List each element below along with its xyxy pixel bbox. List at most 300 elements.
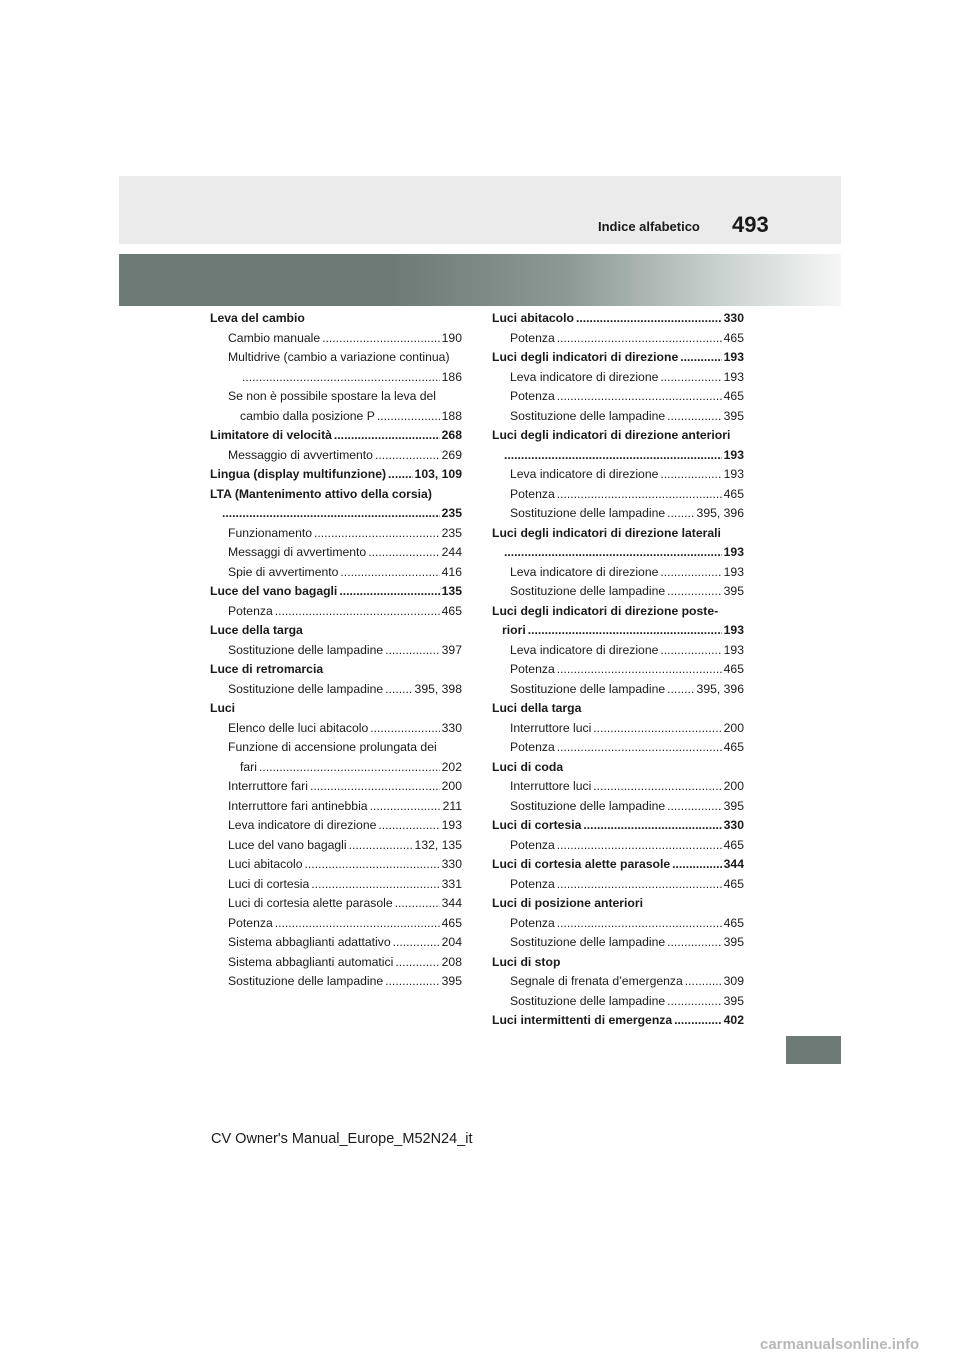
page-ref: 135: [441, 584, 462, 598]
index-subentry: [492, 875, 744, 895]
page-ref: 204: [441, 935, 462, 949]
entry-text: Segnale di frenata d’emergenza: [510, 974, 683, 988]
page-ref: 193: [723, 369, 744, 384]
entry-leader-row: [228, 972, 462, 992]
entry-text: LTA (Mantenimento attivo della corsia): [210, 486, 432, 501]
index-subentry: [210, 777, 462, 797]
section-title: Indice alfabetico: [598, 219, 700, 234]
index-subentry: [492, 660, 744, 680]
entry-text: Multidrive (cambio a variazione continua): [228, 350, 450, 364]
page-ref: 395: [723, 408, 744, 423]
index-entry: [210, 465, 462, 485]
index-subentry: [210, 329, 462, 349]
index-subentry: [210, 680, 462, 700]
index-entry: [492, 699, 744, 719]
dot-leader: [672, 855, 722, 875]
entry-leader-row: [492, 816, 744, 836]
index-subentry: [210, 602, 462, 622]
index-subentry: [210, 894, 462, 914]
index-subentry: [492, 563, 744, 583]
watermark: carmanualsonline.info: [760, 1336, 920, 1353]
entry-text: Luci abitacolo: [228, 857, 303, 871]
index-column-right: [492, 309, 744, 1031]
dot-leader: [368, 543, 439, 563]
page-ref: 465: [723, 330, 744, 345]
dot-leader: [667, 797, 722, 817]
entry-text-continued: riori: [502, 623, 526, 637]
entry-leader-row: [510, 563, 744, 583]
dot-leader: [557, 329, 722, 349]
dot-leader: [576, 309, 722, 329]
page-ref: 395: [441, 974, 462, 988]
entry-leader-row: [510, 582, 744, 602]
entry-text: Sostituzione delle lampadine: [228, 681, 384, 696]
entry-leader-row: [510, 914, 744, 934]
page-ref: 330: [441, 720, 462, 735]
index-entry: [210, 621, 462, 641]
dot-leader: [557, 738, 722, 758]
page-ref: 397: [441, 642, 462, 657]
entry-text: Potenza: [510, 876, 555, 891]
entry-leader-row: [510, 465, 744, 485]
entry-text: Potenza: [510, 662, 555, 676]
entry-text-continued: cambio dalla posizione P: [240, 408, 375, 423]
index-subentry: [492, 641, 744, 661]
dot-leader: [557, 485, 722, 505]
entry-text: Sostituzione delle lampadine: [228, 642, 384, 657]
page-ref: 269: [441, 447, 462, 462]
index-subentry: [210, 719, 462, 739]
dot-leader: [322, 329, 440, 349]
entry-leader-row: [228, 368, 462, 388]
page-ref: 465: [723, 740, 744, 754]
entry-text: Sostituzione delle lampadine: [510, 681, 666, 696]
entry-text: Potenza: [228, 915, 273, 930]
entry-leader-row: [510, 485, 744, 505]
page-ref: 344: [441, 896, 462, 910]
index-entry: [492, 524, 744, 563]
dot-leader: [340, 563, 439, 583]
dot-leader: [504, 446, 722, 466]
entry-leader-row: [510, 329, 744, 349]
dot-leader: [305, 855, 440, 875]
page-ref: 132, 135: [414, 837, 462, 852]
index-subentry: [210, 524, 462, 544]
entry-leader-row: [510, 680, 744, 700]
entry-text: Potenza: [510, 389, 555, 403]
dot-leader: [504, 543, 722, 563]
entry-text: Interruttore luci: [510, 720, 592, 735]
dot-leader: [557, 660, 722, 680]
entry-leader-row: [228, 543, 462, 563]
page-ref: 395: [723, 798, 744, 813]
page-ref: 244: [441, 545, 462, 559]
dot-leader: [275, 914, 440, 934]
page-ref: 235: [441, 525, 462, 540]
entry-leader-row: [228, 777, 462, 797]
entry-leader-row: [228, 758, 462, 778]
page-ref: 193: [441, 818, 462, 832]
index-subentry: [492, 836, 744, 856]
dot-leader: [339, 582, 439, 602]
entry-text: Potenza: [510, 740, 555, 754]
entry-text: Leva indicatore di direzione: [228, 818, 377, 832]
entry-leader-row: [492, 348, 744, 368]
entry-leader-row: [228, 855, 462, 875]
index-entry: [492, 953, 744, 973]
entry-leader-row: [228, 933, 462, 953]
dot-leader: [375, 446, 440, 466]
entry-leader-row: [510, 836, 744, 856]
index-subentry: [492, 465, 744, 485]
page-ref: 465: [441, 603, 462, 618]
dot-leader: [242, 368, 440, 388]
entry-text: Funzione di accensione prolungata dei: [228, 740, 437, 754]
page-ref: 330: [723, 311, 744, 325]
entry-leader-row: [210, 426, 462, 446]
page-ref: 268: [441, 428, 462, 442]
entry-leader-row: [228, 914, 462, 934]
index-subentry: [492, 972, 744, 992]
index-subentry: [492, 407, 744, 427]
entry-text: Luci di posizione anteriori: [492, 896, 644, 910]
page-ref: 186: [441, 369, 462, 384]
index-subentry: [210, 972, 462, 992]
index-subentry: [492, 914, 744, 934]
page-ref: 188: [441, 408, 462, 423]
entry-leader-row: [210, 582, 462, 602]
entry-leader-row: [492, 1011, 744, 1031]
dot-leader: [385, 972, 440, 992]
index-entry: [492, 855, 744, 875]
page-ref: 395, 396: [696, 506, 744, 520]
entry-text: Luci della targa: [492, 701, 582, 715]
entry-text-continued: fari: [240, 759, 257, 774]
entry-text: Interruttore fari antinebbia: [228, 798, 368, 813]
entry-text: Luci di cortesia alette parasole: [228, 896, 393, 910]
dot-leader: [685, 972, 722, 992]
page-ref: 395, 396: [696, 681, 744, 696]
entry-text: Luci: [210, 701, 236, 715]
dot-leader: [310, 777, 440, 797]
index-subentry: [210, 543, 462, 563]
index-subentry: [492, 777, 744, 797]
entry-leader-row: [228, 524, 462, 544]
entry-text: Luci di stop: [492, 954, 561, 969]
entry-leader-row: [228, 797, 462, 817]
index-subentry: [492, 485, 744, 505]
entry-text: Luci di cortesia: [228, 876, 310, 891]
page-ref: 200: [441, 779, 462, 793]
page-ref: 465: [723, 876, 744, 891]
index-subentry: [492, 368, 744, 388]
entry-leader-row: [228, 563, 462, 583]
dot-leader: [370, 797, 441, 817]
entry-leader-row: [228, 719, 462, 739]
dot-leader: [593, 777, 721, 797]
entry-leader-row: [510, 660, 744, 680]
index-entry: [492, 602, 744, 641]
page-ref: 395: [723, 584, 744, 598]
dot-leader: [674, 1011, 722, 1031]
entry-text: Luci intermittenti di emergenza: [492, 1013, 673, 1027]
index-subentry: [210, 816, 462, 836]
dot-leader: [378, 816, 439, 836]
dot-leader: [680, 348, 721, 368]
entry-leader-row: [228, 602, 462, 622]
entry-text: Messaggi di avvertimento: [228, 545, 367, 559]
footer-manual-name: CV Owner's Manual_Europe_M52N24_it: [211, 1131, 473, 1147]
entry-text: Luci di coda: [492, 759, 564, 774]
index-column-left: [210, 309, 462, 992]
page-ref: 331: [441, 876, 462, 891]
entry-text: Sostituzione delle lampadine: [510, 993, 666, 1008]
dot-leader: [660, 368, 721, 388]
index-subentry: [492, 680, 744, 700]
entry-text: Luci degli indicatori di direzione laterali: [492, 525, 721, 540]
page-ref: 344: [723, 857, 744, 871]
entry-text: Lingua (display multifunzione): [210, 467, 387, 481]
entry-text: Interruttore luci: [510, 779, 592, 793]
dot-leader: [395, 894, 440, 914]
entry-text: Potenza: [510, 486, 555, 501]
index-subentry: [210, 348, 462, 387]
index-entry: [492, 426, 744, 465]
dot-leader: [528, 621, 722, 641]
dot-leader: [660, 465, 721, 485]
page-ref: 465: [723, 662, 744, 676]
index-subentry: [210, 738, 462, 777]
entry-leader-row: [510, 933, 744, 953]
entry-leader-row: [228, 641, 462, 661]
entry-leader-row: [510, 368, 744, 388]
dot-leader: [660, 641, 721, 661]
entry-text: Messaggio di avvertimento: [228, 447, 373, 462]
dot-leader: [222, 504, 440, 524]
entry-text: Potenza: [228, 603, 273, 618]
entry-leader-row: [228, 836, 462, 856]
page-ref: 465: [723, 837, 744, 852]
entry-text: Sistema abbaglianti adattativo: [228, 935, 391, 949]
index-subentry: [492, 992, 744, 1012]
entry-text: Luci degli indicatori di direzione poste-: [492, 603, 719, 618]
entry-leader-row: [228, 329, 462, 349]
page-ref: 193: [723, 350, 744, 364]
entry-leader-row: [228, 953, 462, 973]
entry-text: Luce di retromarcia: [210, 662, 324, 676]
entry-text: Se non è possibile spostare la leva del: [228, 389, 436, 403]
dot-leader: [667, 504, 694, 524]
entry-leader-row: [492, 309, 744, 329]
entry-text: Sostituzione delle lampadine: [510, 506, 666, 520]
entry-leader-row: [510, 777, 744, 797]
page-ref: 193: [723, 467, 744, 481]
page-ref: 103, 109: [414, 467, 462, 481]
entry-text: Potenza: [510, 330, 555, 345]
entry-leader-row: [228, 680, 462, 700]
index-subentry: [492, 933, 744, 953]
page-ref: 193: [723, 623, 744, 637]
page-ref: 235: [441, 506, 462, 520]
page-number: 493: [732, 212, 769, 237]
entry-leader-row: [510, 972, 744, 992]
entry-text: Luci degli indicatori di direzione anteriori: [492, 428, 731, 442]
page-ref: 330: [441, 857, 462, 871]
page-ref: 465: [723, 486, 744, 501]
entry-text: Sostituzione delle lampadine: [510, 408, 666, 423]
dot-leader: [385, 680, 412, 700]
dot-leader: [314, 524, 440, 544]
page-ref: 309: [723, 974, 744, 988]
dot-leader: [667, 407, 722, 427]
dot-leader: [393, 933, 440, 953]
index-entry: [492, 758, 744, 778]
page-ref: 465: [723, 389, 744, 403]
entry-text: Potenza: [510, 837, 555, 852]
entry-text: Luci degli indicatori di direzione: [492, 350, 679, 364]
entry-leader-row: [228, 446, 462, 466]
page-ref: 202: [441, 759, 462, 774]
index-subentry: [492, 329, 744, 349]
entry-text: Elenco delle luci abitacolo: [228, 720, 369, 735]
dot-leader: [667, 680, 694, 700]
index-subentry: [210, 933, 462, 953]
index-entry: [492, 309, 744, 329]
dot-leader: [259, 758, 440, 778]
page-ref: 395: [723, 935, 744, 949]
index-entry: [210, 485, 462, 524]
index-subentry: [492, 387, 744, 407]
entry-text: Cambio manuale: [228, 330, 321, 345]
entry-leader-row: [510, 504, 744, 524]
entry-leader-row: [510, 992, 744, 1012]
page-ref: 330: [723, 818, 744, 832]
index-entry: [492, 894, 744, 914]
page-ref: 200: [723, 720, 744, 735]
entry-leader-row: [228, 816, 462, 836]
entry-text: Leva indicatore di direzione: [510, 564, 659, 579]
entry-text: Leva del cambio: [210, 311, 305, 325]
dot-leader: [385, 641, 440, 661]
page-ref: 416: [441, 564, 462, 579]
entry-leader-row: [492, 543, 744, 563]
index-entry: [210, 699, 462, 719]
index-subentry: [210, 836, 462, 856]
entry-text: Sostituzione delle lampadine: [510, 584, 666, 598]
dot-leader: [583, 816, 721, 836]
section-tab-marker: [786, 1036, 841, 1064]
index-entry: [492, 348, 744, 368]
dot-leader: [667, 992, 722, 1012]
entry-text: Limitatore di velocità: [210, 428, 332, 442]
index-entry: [210, 426, 462, 446]
index-subentry: [492, 504, 744, 524]
page-ref: 395: [723, 993, 744, 1008]
index-subentry: [210, 563, 462, 583]
page-ref: 200: [723, 779, 744, 793]
dot-leader: [593, 719, 721, 739]
dot-leader: [377, 407, 440, 427]
dot-leader: [349, 836, 413, 856]
page-ref: 193: [723, 447, 744, 462]
entry-leader-row: [228, 894, 462, 914]
entry-leader-row: [210, 504, 462, 524]
index-entry: [210, 660, 462, 680]
entry-leader-row: [510, 719, 744, 739]
entry-leader-row: [210, 465, 462, 485]
entry-text: Luci abitacolo: [492, 311, 574, 325]
index-subentry: [210, 914, 462, 934]
entry-text: Sostituzione delle lampadine: [510, 935, 666, 949]
entry-leader-row: [228, 407, 462, 427]
entry-text: Leva indicatore di direzione: [510, 467, 659, 481]
index-entry: [210, 582, 462, 602]
entry-text: Luce della targa: [210, 623, 303, 637]
index-subentry: [492, 797, 744, 817]
dot-leader: [557, 387, 722, 407]
entry-text: Interruttore fari: [228, 779, 308, 793]
entry-leader-row: [510, 797, 744, 817]
dot-leader: [395, 953, 439, 973]
dot-leader: [388, 465, 413, 485]
entry-text: Leva indicatore di direzione: [510, 642, 659, 657]
dot-leader: [370, 719, 439, 739]
entry-leader-row: [228, 875, 462, 895]
page-ref: 211: [442, 798, 462, 813]
index-subentry: [210, 446, 462, 466]
index-entry: [492, 1011, 744, 1031]
dot-leader: [557, 914, 722, 934]
dot-leader: [557, 836, 722, 856]
entry-text: Potenza: [510, 915, 555, 930]
entry-text: Luci di cortesia: [492, 818, 582, 832]
entry-text: Sistema abbaglianti automatici: [228, 954, 394, 969]
dot-leader: [660, 563, 721, 583]
index-subentry: [210, 953, 462, 973]
index-subentry: [210, 875, 462, 895]
decorative-gradient-bar: [119, 254, 841, 306]
index-subentry: [210, 641, 462, 661]
page-ref: 190: [441, 330, 462, 345]
dot-leader: [275, 602, 440, 622]
dot-leader: [667, 582, 722, 602]
index-entry: [492, 816, 744, 836]
page-ref: 193: [723, 545, 744, 559]
index-subentry: [492, 738, 744, 758]
entry-text: Sostituzione delle lampadine: [228, 974, 384, 988]
page-ref: 395, 398: [414, 681, 462, 696]
entry-leader-row: [492, 855, 744, 875]
entry-text: Funzionamento: [228, 525, 313, 540]
dot-leader: [557, 875, 722, 895]
index-subentry: [210, 855, 462, 875]
page-ref: 208: [441, 954, 462, 969]
entry-leader-row: [510, 407, 744, 427]
entry-leader-row: [510, 387, 744, 407]
entry-text: Luce del vano bagagli: [210, 584, 338, 598]
index-subentry: [492, 719, 744, 739]
entry-leader-row: [510, 641, 744, 661]
entry-text: Spie di avvertimento: [228, 564, 339, 579]
entry-text: Leva indicatore di direzione: [510, 369, 659, 384]
entry-leader-row: [510, 875, 744, 895]
index-subentry: [210, 797, 462, 817]
page-ref: 193: [723, 642, 744, 657]
index-entry: [210, 309, 462, 329]
page-ref: 402: [723, 1013, 744, 1027]
page-ref: 465: [441, 915, 462, 930]
page-ref: 465: [723, 915, 744, 930]
